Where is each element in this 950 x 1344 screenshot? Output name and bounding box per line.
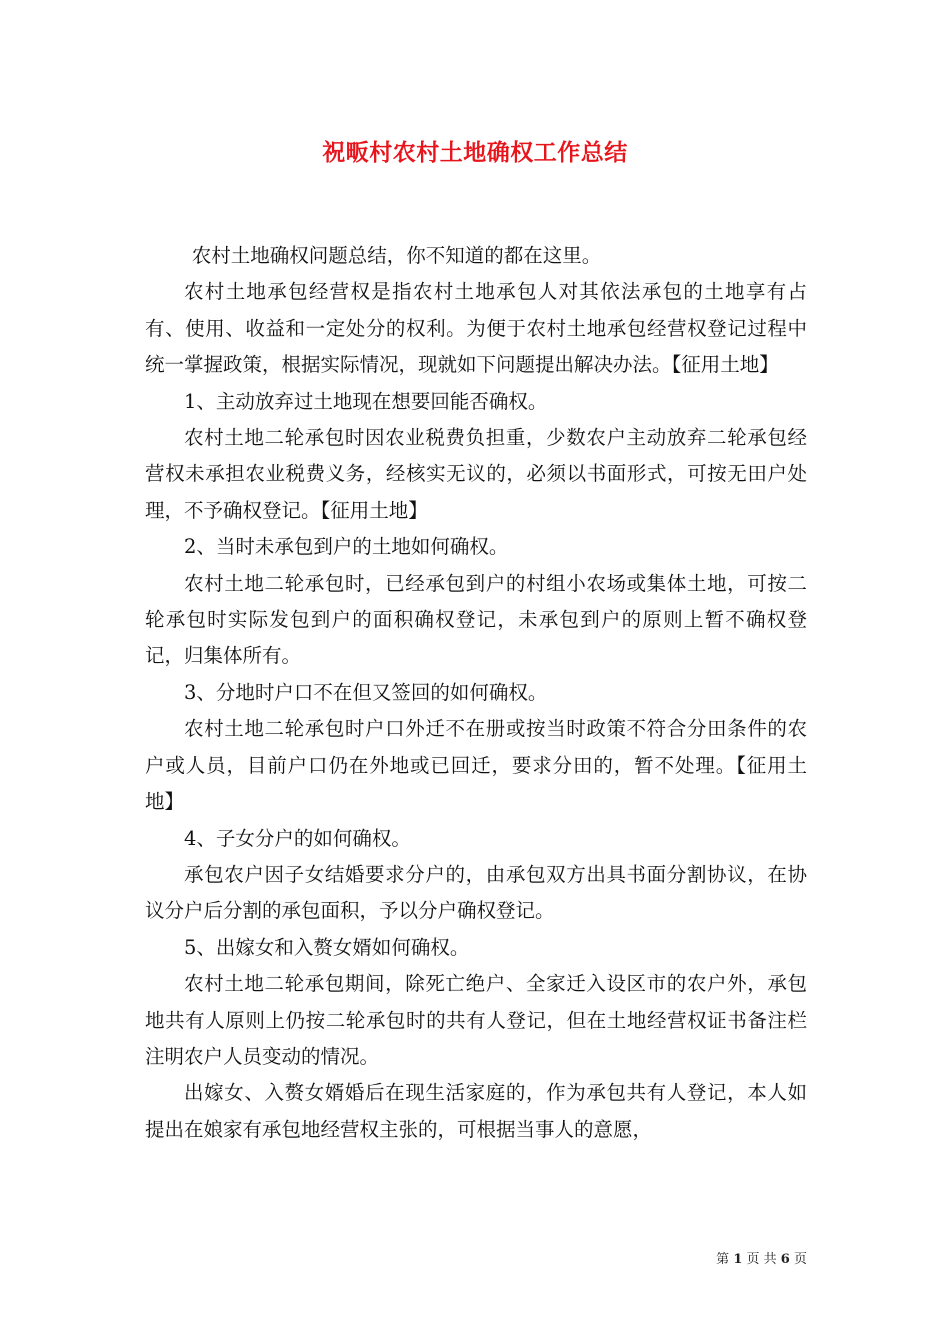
- footer-middle: 页 共: [746, 1252, 777, 1267]
- paragraph: 农村土地二轮承包时，已经承包到户的村组小农场或集体土地，可按二轮承包时实际发包到户的面积确权登记，未承包到户的原则上暂不确权登记，归集体所有。: [145, 571, 807, 668]
- question-heading-4: 4、子女分户的如何确权。: [184, 826, 411, 850]
- page-number-footer: [716, 1248, 807, 1267]
- paragraph: 农村土地二轮承包时因农业税费负担重，少数农户主动放弃二轮承包经营权未承担农业税费义务，经核实无议的，必须以书面形式，可按无田户处理，不予确权登记。【征用土地】: [145, 426, 807, 522]
- current-page-number: 1: [733, 1252, 743, 1267]
- question-heading-2: 2、当时未承包到户的土地如何确权。: [184, 535, 509, 559]
- paragraph-intro: 农村土地确权问题总结，你不知道的都在这里。: [191, 244, 602, 267]
- question-heading-5: 5、出嫁女和入赘女婿如何确权。: [184, 935, 470, 959]
- document-title: 祝畈村农村土地确权工作总结: [322, 140, 628, 166]
- paragraph: 承包农户因子女结婚要求分户的，由承包双方出具书面分割协议，在协议分户后分割的承包面积，予以分户确权登记。: [145, 862, 807, 923]
- paragraph: 农村土地二轮承包期间，除死亡绝户、全家迁入设区市的农户外，承包地共有人原则上仍按二轮承包时的共有人登记，但在土地经营权证书备注栏注明农户人员变动的情况。: [145, 972, 807, 1068]
- document-body: [145, 238, 807, 1148]
- footer-prefix: 第: [716, 1252, 730, 1267]
- question-heading-3: 3、分地时户口不在但又签回的如何确权。: [184, 680, 548, 704]
- paragraph: 农村土地承包经营权是指农村土地承包人对其依法承包的土地享有占有、使用、收益和一定处分的权利。为便于农村土地承包经营权登记过程中统一掌握政策，根据实际情况，现就如下问题提出解决办法。【征用土地】: [145, 280, 807, 377]
- footer-suffix: 页: [793, 1252, 807, 1267]
- question-heading-1: 1、主动放弃过土地现在想要回能否确权。: [184, 389, 548, 413]
- paragraph: 出嫁女、入赘女婿婚后在现生活家庭的，作为承包共有人登记，本人如提出在娘家有承包地经营权主张的，可根据当事人的意愿，: [145, 1081, 807, 1141]
- total-page-number: 6: [780, 1252, 790, 1267]
- paragraph: 农村土地二轮承包时户口外迁不在册或按当时政策不符合分田条件的农户或人员，目前户口仍在外地或已回迁，要求分田的，暂不处理。【征用土地】: [145, 717, 807, 814]
